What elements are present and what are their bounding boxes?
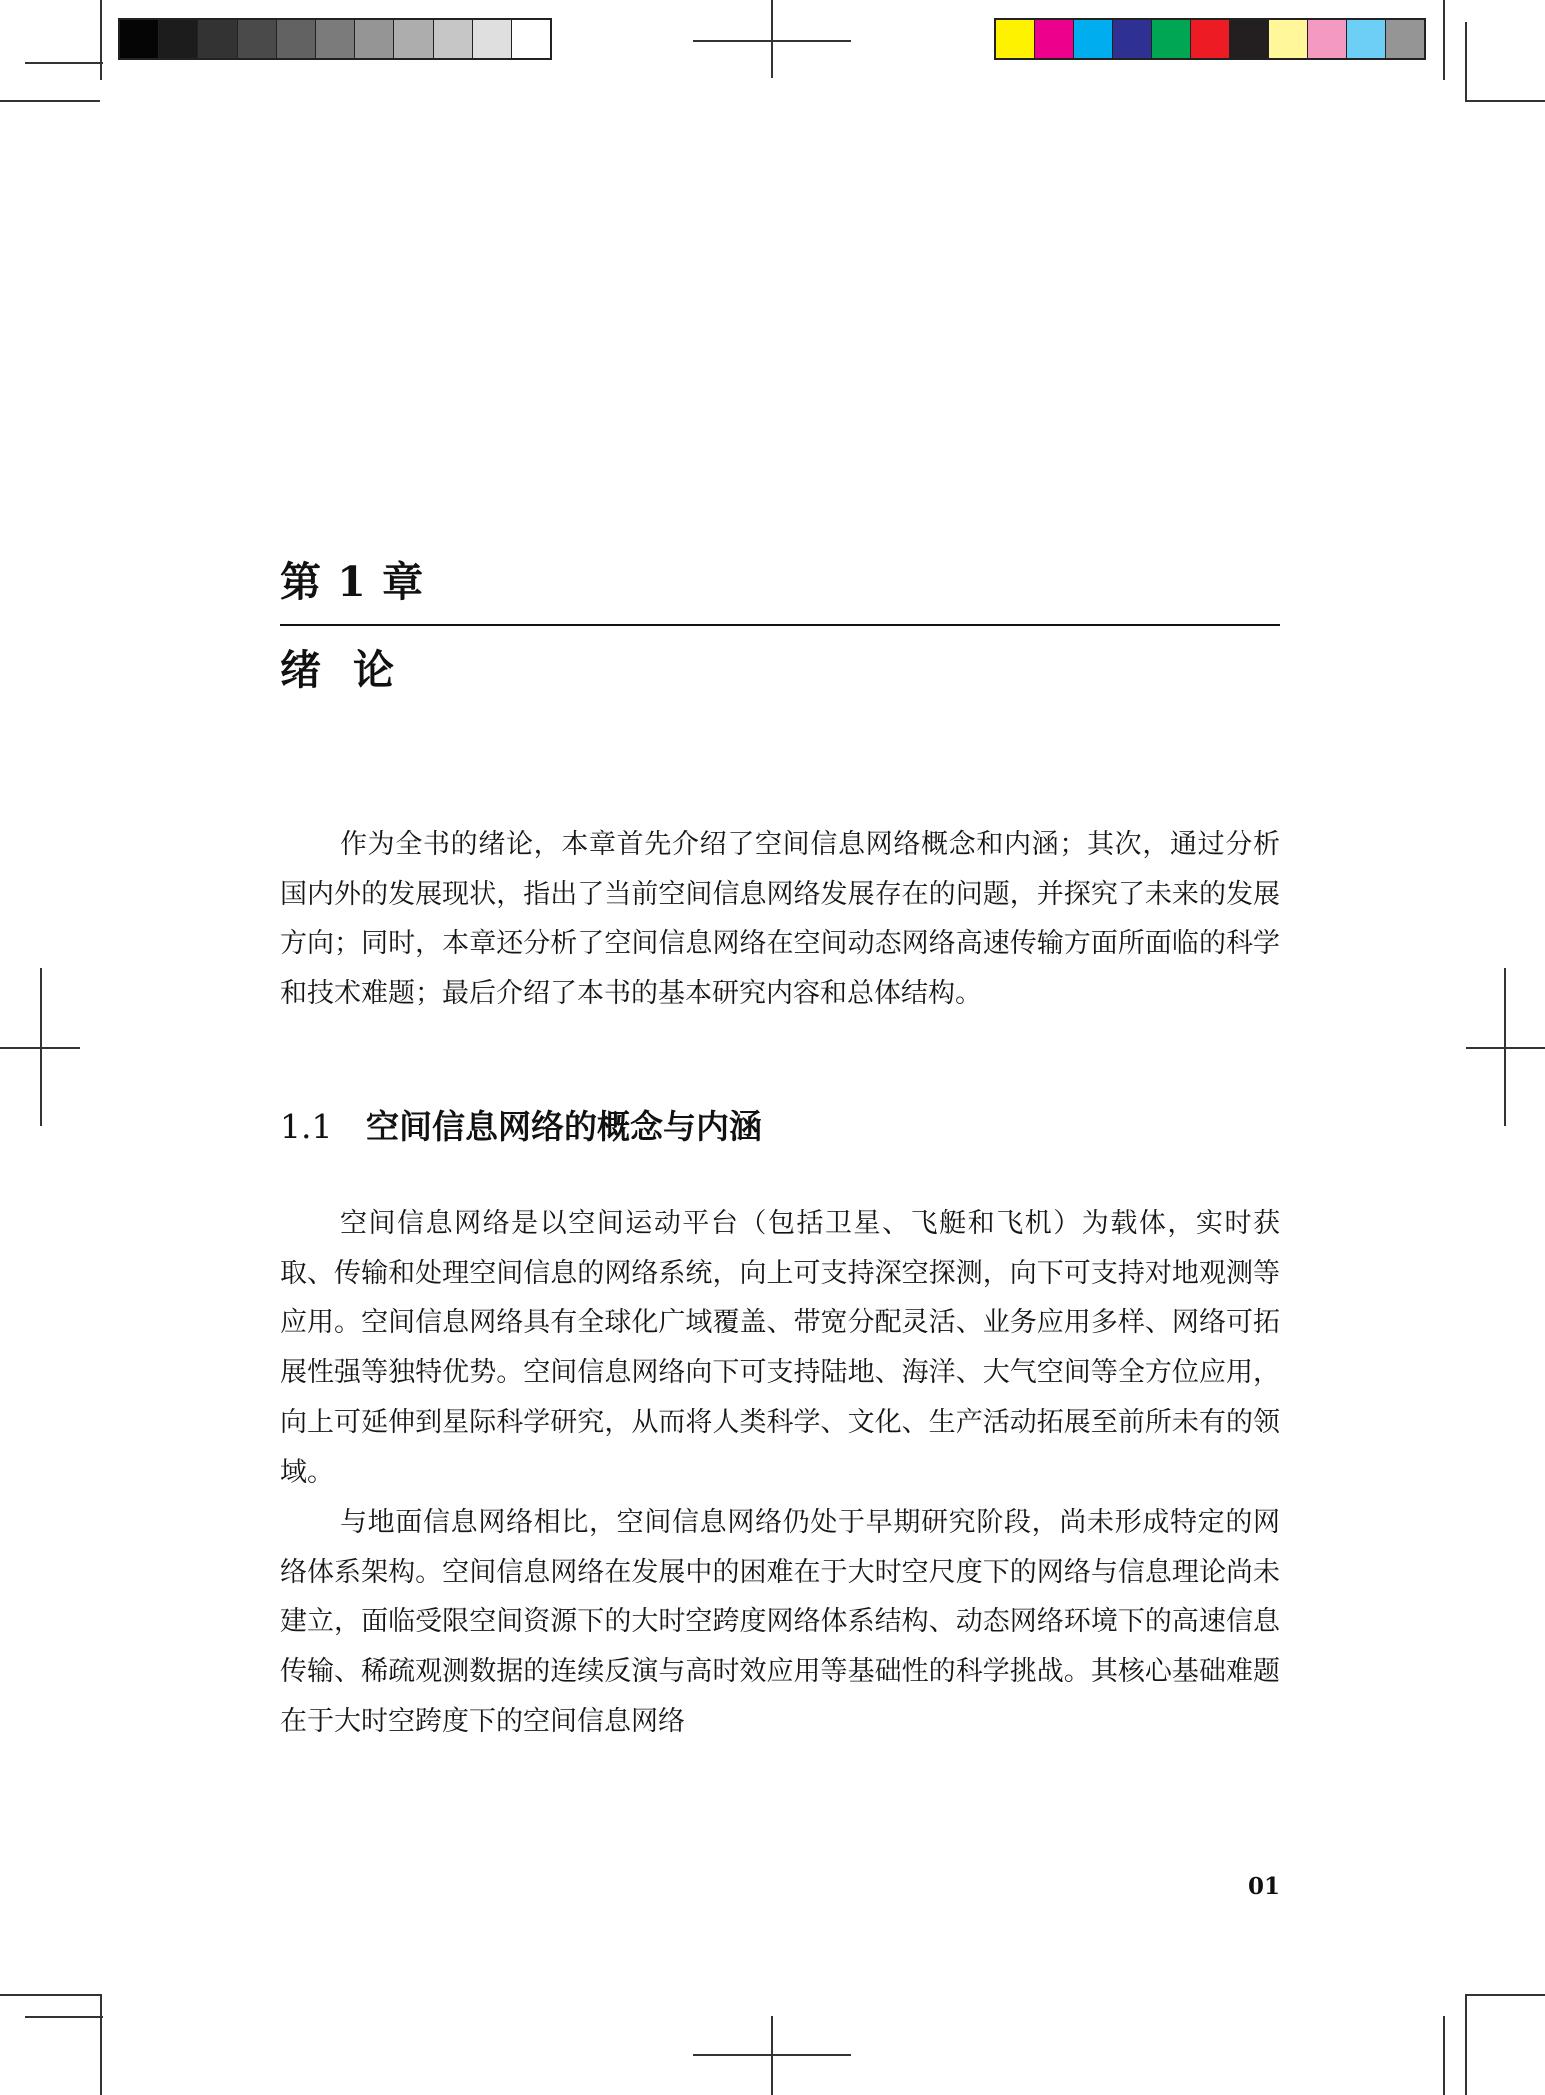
crop-mark-line	[1465, 22, 1467, 102]
color-swatch	[198, 20, 237, 58]
crop-mark-line	[1465, 100, 1545, 102]
intro-paragraph: 作为全书的绪论，本章首先介绍了空间信息网络概念和内涵；其次，通过分析国内外的发展现状，指出了当前空间信息网络发展存在的问题，并探究了未来的发展方向；同时，本章还分析了空间信息网络在空间动态网络高速传输方面所面临的科学和技术难题；最后介绍了本书的基本研究内容和总体结构。	[280, 829, 1280, 1010]
color-swatch	[1074, 20, 1113, 58]
crop-mark-line	[1465, 1994, 1467, 2095]
crop-mark-line	[1443, 2016, 1445, 2095]
section-heading	[280, 1102, 762, 1152]
color-swatch	[1308, 20, 1347, 58]
grayscale-control-bar	[118, 18, 552, 60]
color-swatch	[512, 20, 550, 58]
crop-mark-line	[25, 62, 103, 64]
color-swatch	[1191, 20, 1230, 58]
body-paragraph: 与地面信息网络相比，空间信息网络仍处于早期研究阶段，尚未形成特定的网络体系架构。空间信息网络在发展中的困难在于大时空尺度下的网络与信息理论尚未建立，面临受限空间资源下的大时空跨度网络体系结构、动态网络环境下的高速信息传输、稀疏观测数据的连续反演与高时效应用等基础性的科学挑战。其核心基础难题在于大时空跨度下的空间信息网络	[280, 1507, 1280, 1737]
chapter-label: 第 1 章	[280, 558, 425, 606]
crop-mark-line	[25, 2016, 103, 2018]
color-swatch	[238, 20, 277, 58]
color-swatch	[434, 20, 473, 58]
color-swatch	[159, 20, 198, 58]
registration-mark	[1466, 1047, 1545, 1049]
color-swatch	[1347, 20, 1386, 58]
crop-mark-line	[1443, 0, 1445, 80]
color-swatch	[996, 20, 1035, 58]
color-control-bar	[994, 18, 1426, 60]
crop-mark-line	[0, 1994, 100, 1996]
color-swatch	[355, 20, 394, 58]
crop-mark-line	[100, 0, 102, 80]
body-paragraph: 空间信息网络是以空间运动平台（包括卫星、飞艇和飞机）为载体，实时获取、传输和处理空间信息的网络系统，向上可支持深空探测，向下可支持对地观测等应用。空间信息网络具有全球化广域覆盖、带宽分配灵活、业务应用多样、网络可拓展性强等独特优势。空间信息网络向下可支持陆地、海洋、大气空间等全方位应用，向上可延伸到星际科学研究，从而将人类科学、文化、生产活动拓展至前所未有的领域。	[280, 1208, 1280, 1488]
color-swatch	[394, 20, 433, 58]
color-swatch	[1269, 20, 1308, 58]
registration-mark	[771, 0, 773, 78]
crop-mark-line	[1465, 1994, 1545, 1996]
section-number: 1.1	[280, 1107, 333, 1146]
color-swatch	[120, 20, 159, 58]
color-swatch	[1230, 20, 1269, 58]
chapter-divider	[280, 624, 1280, 626]
section-title: 空间信息网络的概念与内涵	[366, 1107, 762, 1146]
crop-mark-line	[0, 100, 100, 102]
color-swatch	[1152, 20, 1191, 58]
color-swatch	[277, 20, 316, 58]
registration-mark	[693, 40, 851, 42]
page-number: 01	[1247, 1873, 1280, 1900]
color-swatch	[1386, 20, 1424, 58]
color-swatch	[473, 20, 512, 58]
color-swatch	[1113, 20, 1152, 58]
color-swatch	[1035, 20, 1074, 58]
chapter-title: 绪论	[280, 646, 426, 694]
crop-mark-line	[100, 1994, 102, 2095]
registration-mark	[693, 2054, 851, 2056]
registration-mark	[0, 1047, 80, 1049]
color-swatch	[316, 20, 355, 58]
